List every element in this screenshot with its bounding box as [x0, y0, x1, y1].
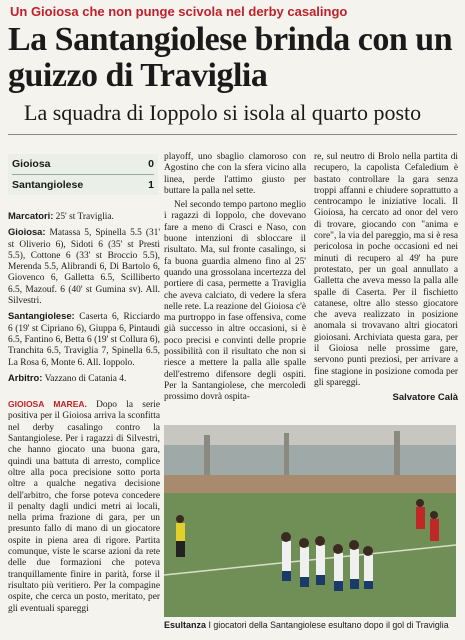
gioiosa-text: Matassa 5, Spinella 5.5 (31' st Oliverio 6), Sidoti 6 (35' st Presti 5.5), Cottone 6 (33' st Broccio 5.5), Merenda 5.5, Alibrandi 6, Di Bartolo 6, Giovenco 6, Galletta 6.5, Scilliberto 6.5, Mazouf. 6 (40' st Gumina sv). All. Silvestri. — [8, 228, 161, 307]
kicker: Un Gioiosa che non punge scivola nel derby casalingo — [10, 4, 348, 19]
lineup-gioiosa — [8, 226, 160, 307]
santangiolese-label: Santangiolese: — [8, 310, 75, 322]
home-team: Gioiosa — [12, 158, 51, 170]
celebration-photo-illustration — [164, 425, 456, 617]
marcatori-text: 25' st Traviglia. — [55, 212, 114, 222]
dateline: GIOIOSA MAREA. — [8, 399, 87, 410]
article-paragraph-1 — [8, 399, 160, 615]
away-score: 1 — [148, 179, 154, 191]
lineup-santangiolese — [8, 310, 160, 368]
paragraph-1-text: Dopo la serie positiva per il Gioiosa arriva la sconfitta nel derby casalingo contro la Santangiolese. Per i ragazzi di Silvestri, che hanno giocato una buona gara, quindi una battuta di arresto, complice oltre alla poca precisione sotto porta oltre a qualche negativa decisione dell'arbitro, che forse poteva concedere il penalty dagli undici metri ai locali, nella prima frazione di gara, per un presunto fallo di mano di un giocatore ospite in piena area di rigore. Partita comunque, viste le scarse azioni da rete delle due formazioni che poteva tranquillamente finire in parità, forse il risultato più veritiero. Per la compagine ospite, che cerca un posto, meritato, per gli eventuali spareggi — [8, 400, 160, 614]
marcatori — [8, 210, 160, 223]
paragraph-3-text: Nel secondo tempo partono meglio i ragazzi di Ioppolo, che dovevano fare a meno di Crasci e Naso, con buone intenzioni di sbloccare il risultato. Ma, sul fronte casalingo, si fa buona guardia almeno fino al 25' quando una grossolana incertezza del portiere di casa, permette a Traviglia che aveva calciato, di vedere la sfera nelle rete. La reazione del Gioiosa c'è ma purtroppo in fase offensiva, come già successo in altre occasioni, si è poco precisi e convinti delle proprie possibilità con il risultato che non si riesce a mettere la palla alle spalle dell'estremo difensore degli ospiti. Per la Santangiolese, che mercoledì prossimo dovrà ospita- — [164, 200, 306, 403]
arbitro-text: Vazzano di Catania 4. — [44, 373, 127, 384]
score-row-away — [8, 175, 158, 195]
column-1 — [8, 210, 160, 618]
away-team: Santangiolese — [12, 179, 84, 191]
santangiolese-text: Caserta 6, Ricciardo 6 (19' st Cipriano 6), Giuppa 6, Pintaudi 6.5, Fantino 6, Betta 6 (19' st Collura 6), Tranchita 6.5, Traviglia 7, Spinella 6.5, La Rosa 6, Monte 6. All. Ioppolo. — [8, 312, 160, 368]
caption-label: Esultanza — [164, 620, 207, 630]
home-score: 0 — [148, 158, 154, 170]
headline: La Santangiolese brinda con un guizzo di Traviglia — [8, 21, 453, 94]
caption-text: I giocatori della Santangiolese esultano dopo il gol di Traviglia — [208, 620, 449, 630]
column-3 — [314, 152, 458, 404]
arbitro — [8, 372, 160, 385]
subheadline: La squadra di Ioppolo si isola al quarto posto — [24, 100, 422, 125]
column-2 — [164, 152, 306, 407]
divider — [8, 134, 457, 135]
match-photo — [164, 425, 456, 617]
photo-caption — [164, 620, 458, 630]
byline: Salvatore Calà — [392, 392, 458, 404]
article-paragraph-4: re, sul neutro di Brolo nella partita di recupero, la capolista Cefaledium è bastato controllare la gara senza troppi affanni e chiudere soprattutto a centrocampo le iniziative locali. Il Gioiosa, ha cercato ad onor del vero di trovare, giocando con "anima e core", la via del pareggio, ma si è resa pericolosa in poche occasioni ed nei minuti di recupero al 49' ha pure protestato, per un goal annullato a Galletta che aveva messo la palla alle spalle di Caserta. Per il fischietto catanese, oltre allo stesso giocatore che aveva realizzato in posizione anomala si trovavano altri giocatori gioiosani. Archiviata questa gara, per il Gioiosa nelle prossime gare, servono punti preziosi, per arrivare a fine stagione in posizione comoda per gli spareggi. — [314, 152, 458, 388]
arbitro-label: Arbitro: — [8, 371, 43, 383]
score-row-home — [8, 154, 158, 174]
gioiosa-label: Gioiosa: — [8, 226, 46, 238]
marcatori-label: Marcatori: — [8, 210, 54, 221]
article-paragraph-3 — [164, 200, 306, 403]
article-paragraph-2: playoff, uno sbaglio clamoroso con Agostino che con la sfera vicino alla linea, perde l'attimo giusto per buttare la palla nel sette. — [164, 152, 306, 196]
scoreboard — [8, 154, 158, 195]
